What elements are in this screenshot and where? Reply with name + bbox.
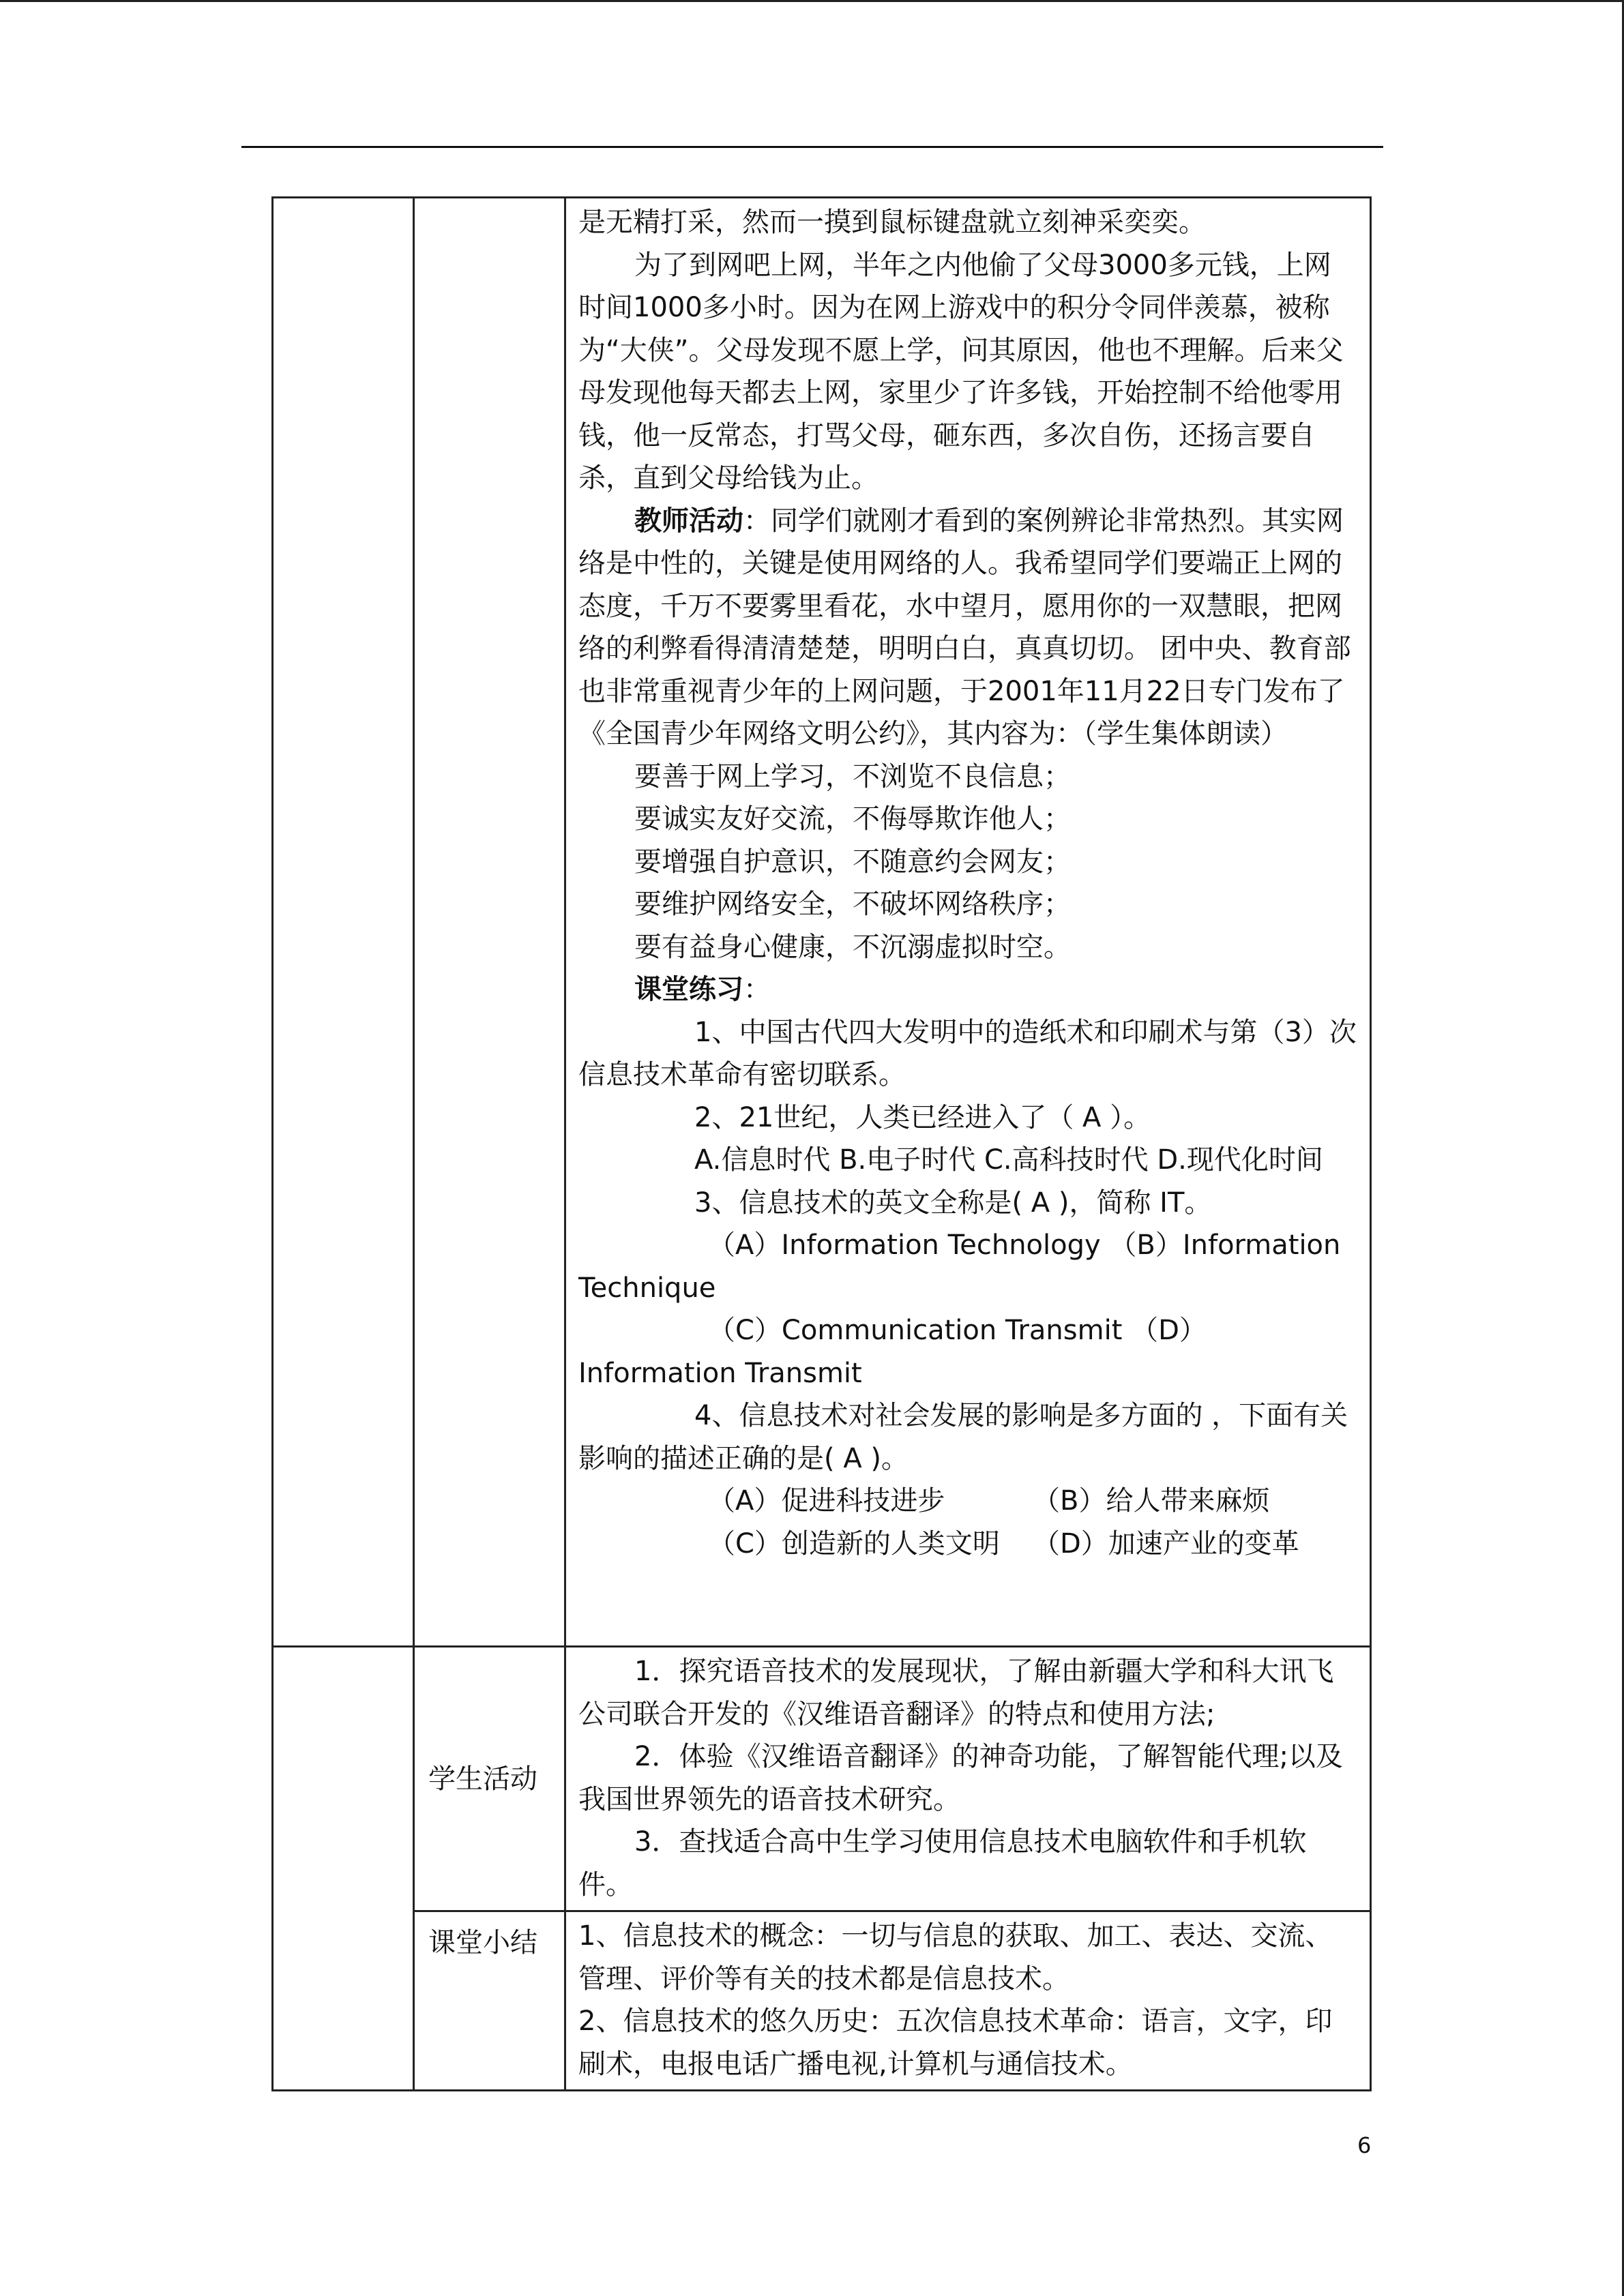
question-3: 3、信息技术的英文全称是( A )，简称 IT。 <box>694 1187 1212 1219</box>
question-1: 1、中国古代四大发明中的造纸术和印刷术与第（3）次信息技术革命有密切联系。 <box>578 1016 1357 1090</box>
cell-student-activity-content <box>565 1647 1371 1911</box>
question-2-options: A.信息时代 B.电子时代 C.高科技时代 D.现代化时间 <box>694 1144 1323 1176</box>
question-4-option-a: （A）促进科技进步 <box>708 1485 945 1517</box>
question-4-options-cd <box>578 1523 1357 1566</box>
cell-stage-empty-2 <box>273 1647 414 2091</box>
teacher-activity-text: ：同学们就刚才看到的案例辨论非常热烈。其实网络是中性的，关键是使用网络的人。我希望同学们要端正上网的态度，千万不要雾里看花，水中望月，愿用你的一双慧眼，把网络的利弊看得清清楚楚，明明白白，真真切切。 团中央、教育部也非常重视青少年的上网问题，于2001年11月22日专门发布了《全国青少年网络文明公约》，其内容为：（学生集体朗读） <box>578 505 1351 749</box>
convention-item: 要诚实友好交流，不侮辱欺诈他人； <box>634 803 1071 835</box>
exercise-heading <box>578 968 1357 1011</box>
question-4-options-ab <box>578 1480 1357 1523</box>
case-paragraph: 为了到网吧上网，半年之内他偷了父母3000多元钱，上网时间1000多小时。因为在网上游戏中的积分令同伴羡慕，被称为“大侠”。父母发现不愿上学，问其原因，他也不理解。后来父母发现他每天都去上网，家里少了许多钱，开始控制不给他零用钱，他一反常态，打骂父母，砸东西，多次自伤，还扬言要自杀，直到父母给钱为止。 <box>578 249 1344 494</box>
question-4: 4、信息技术对社会发展的影响是多方面的 ，下面有关影响的描述正确的是( A )。 <box>578 1400 1348 1474</box>
convention-item: 要增强自护意识，不随意约会网友； <box>634 846 1071 878</box>
teacher-activity-paragraph <box>578 500 1357 756</box>
lesson-plan-table <box>271 196 1372 2091</box>
header-rule <box>241 146 1383 148</box>
question-4-option-d: （D）加速产业的变革 <box>1033 1527 1299 1560</box>
question-3-options-ab: （A）Information Technology （B）Information Technique <box>578 1229 1341 1304</box>
student-activity-item: 2．体验《汉维语音翻译》的神奇功能，了解智能代理;以及我国世界领先的语音技术研究。 <box>578 1741 1343 1815</box>
question-4-option-c: （C）创造新的人类文明 <box>708 1527 1000 1560</box>
cell-stage-empty <box>273 198 414 1647</box>
page-number: 6 <box>1357 2132 1372 2158</box>
page-frame-top <box>0 0 1624 2</box>
cell-summary-label <box>414 1911 565 2091</box>
cell-activity-empty <box>414 198 565 1647</box>
summary-item: 1、信息技术的概念：一切与信息的获取、加工、表达、交流、管理、评价等有关的技术都是信息技术。 <box>578 1920 1333 1995</box>
row-case-study <box>273 198 1371 1647</box>
question-4-option-b: （B）给人带来麻烦 <box>1033 1485 1270 1517</box>
cell-summary-content <box>565 1911 1371 2091</box>
teacher-activity-label: 教师活动 <box>634 505 743 537</box>
summary-label: 课堂小结 <box>428 1927 537 1958</box>
question-3-options-cd: （C）Communication Transmit （D）Information Transmit <box>578 1315 1207 1389</box>
summary-item: 2、信息技术的悠久历史：五次信息技术革命：语言，文字，印刷术，电报电话广播电视,计算机与通信技术。 <box>578 2006 1333 2080</box>
case-line-1: 是无精打采，然而一摸到鼠标键盘就立刻神采奕奕。 <box>578 207 1206 238</box>
student-activity-item: 3．查找适合高中生学习使用信息技术电脑软件和手机软件。 <box>578 1826 1307 1900</box>
row-student-activity <box>273 1647 1371 1911</box>
cell-case-content <box>565 198 1371 1647</box>
convention-item: 要维护网络安全，不破坏网络秩序； <box>634 889 1071 920</box>
exercise-heading-colon: ： <box>743 974 771 1005</box>
convention-item: 要有益身心健康，不沉溺虚拟时空。 <box>634 931 1071 963</box>
row-summary <box>273 1911 1371 2091</box>
question-2: 2、21世纪，人类已经进入了（ A ）。 <box>694 1101 1151 1133</box>
student-activity-item: 1．探究语音技术的发展现状，了解由新疆大学和科大讯飞公司联合开发的《汉维语音翻译》的特点和使用方法; <box>578 1656 1334 1730</box>
exercise-heading-text: 课堂练习 <box>634 974 743 1005</box>
convention-item: 要善于网上学习，不浏览不良信息； <box>634 760 1071 792</box>
student-activity-label: 学生活动 <box>428 1763 537 1795</box>
cell-student-activity-label <box>414 1647 565 1911</box>
